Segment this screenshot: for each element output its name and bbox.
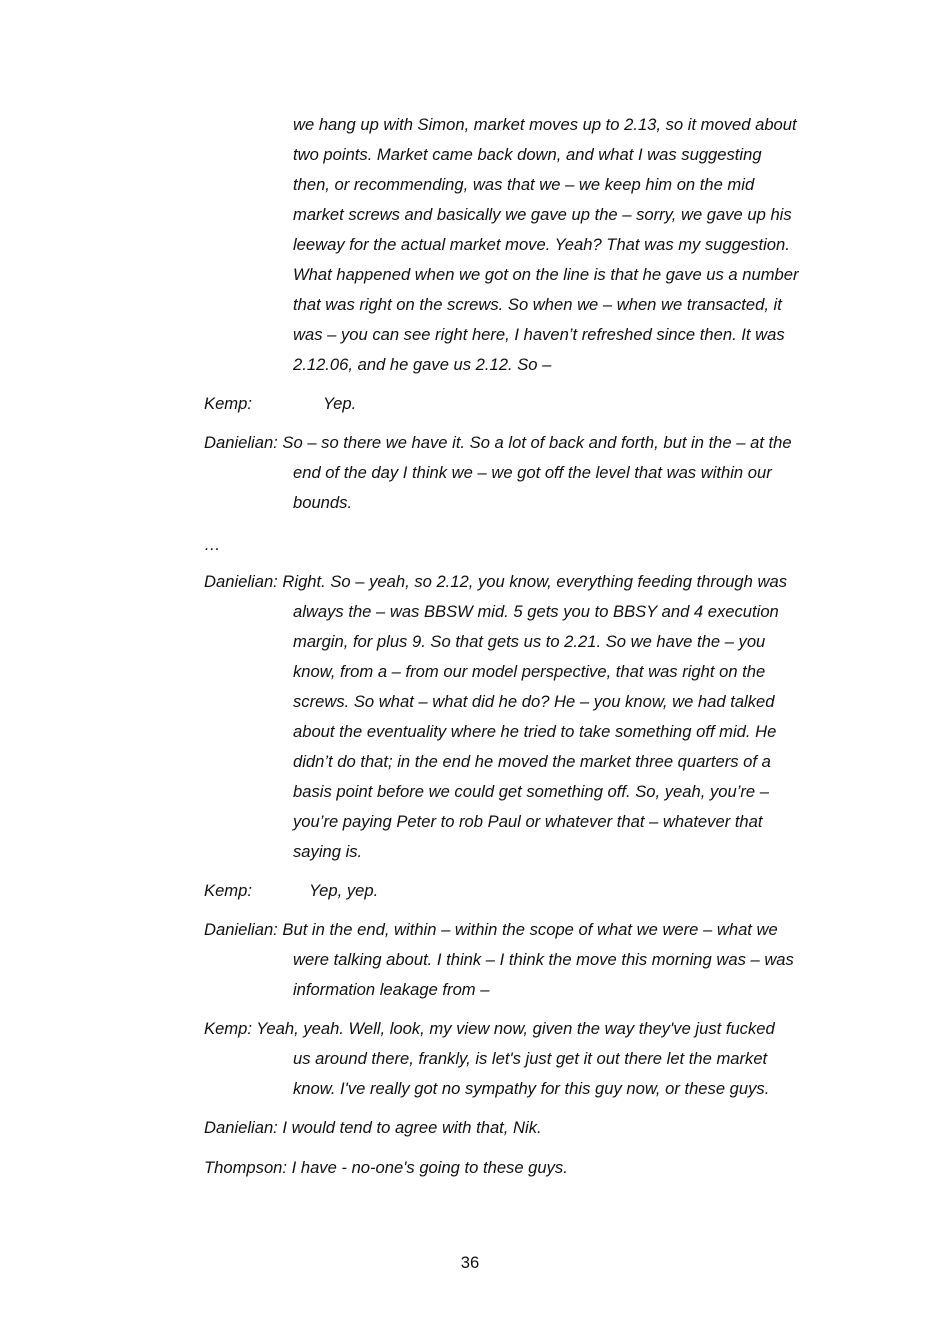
text-line: Danielian: So – so there we have it. So a lot of back and forth, but in the – at the [204,433,792,452]
text-line: Danielian: Right. So – yeah, so 2.12, you know, everything feeding through was [204,572,787,591]
text-line: end of the day I think we – we got off the level that was within our [293,463,772,482]
transcript-turn [204,915,834,1005]
text-line: Danielian: I would tend to agree with that, Nik. [204,1118,542,1137]
text-line: us around there, frankly, is let's just get it out there let the market [293,1049,768,1068]
text-line: didn’t do that; in the end he moved the market three quarters of a [293,752,771,771]
transcript-turn [204,389,834,419]
speaker-label: Kemp: [204,394,252,413]
text-line [204,389,834,419]
speech-text: Yep, yep. [309,881,379,900]
text-line: always the – was BBSW mid. 5 gets you to BBSY and 4 execution [293,602,779,621]
speaker-label: Kemp: [204,881,252,900]
text-line: saying is. [293,842,363,861]
text-line: was – you can see right here, I haven’t refreshed since then. It was [293,325,785,344]
omission-ellipsis: … [204,535,221,554]
text-line: market screws and basically we gave up the – sorry, we gave up his [293,205,792,224]
text-line: then, or recommending, was that we – we keep him on the mid [293,175,755,194]
continued-speech-paragraph [293,110,833,380]
speech-text: Yep. [323,394,357,413]
text-line: screws. So what – what did he do? He – you know, we had talked [293,692,775,711]
text-line: Kemp: Yeah, yeah. Well, look, my view now, given the way they've just fucked [204,1019,775,1038]
text-line: you’re paying Peter to rob Paul or whatever that – whatever that [293,812,763,831]
text-line: that was right on the screws. So when we – when we transacted, it [293,295,782,314]
transcript-turn [204,428,834,518]
text-line: Thompson: I have - no-one's going to these guys. [204,1158,568,1177]
text-line: we hang up with Simon, market moves up to 2.13, so it moved about [293,115,797,134]
text-line: margin, for plus 9. So that gets us to 2.21. So we have the – you [293,632,766,651]
transcript-turn [204,876,834,906]
text-line: Danielian: But in the end, within – within the scope of what we were – what we [204,920,778,939]
text-line: information leakage from – [293,980,490,999]
text-line: were talking about. I think – I think the move this morning was – was [293,950,794,969]
text-line: What happened when we got on the line is that he gave us a number [293,265,799,284]
page-number: 36 [460,1253,480,1272]
transcript-turn [204,1153,834,1183]
text-line: know, from a – from our model perspective, that was right on the [293,662,766,681]
transcript-turn [204,567,834,867]
text-line: bounds. [293,493,353,512]
text-line: 2.12.06, and he gave us 2.12. So – [293,355,552,374]
text-line: two points. Market came back down, and what I was suggesting [293,145,762,164]
text-line: leeway for the actual market move. Yeah? That was my suggestion. [293,235,790,254]
transcript-turn [204,1014,834,1104]
text-line: basis point before we could get something off. So, yeah, you’re – [293,782,769,801]
text-line: about the eventuality where he tried to take something off mid. He [293,722,777,741]
text-line: know. I've really got no sympathy for this guy now, or these guys. [293,1079,770,1098]
text-line [204,876,834,906]
transcript-turn [204,1113,834,1143]
